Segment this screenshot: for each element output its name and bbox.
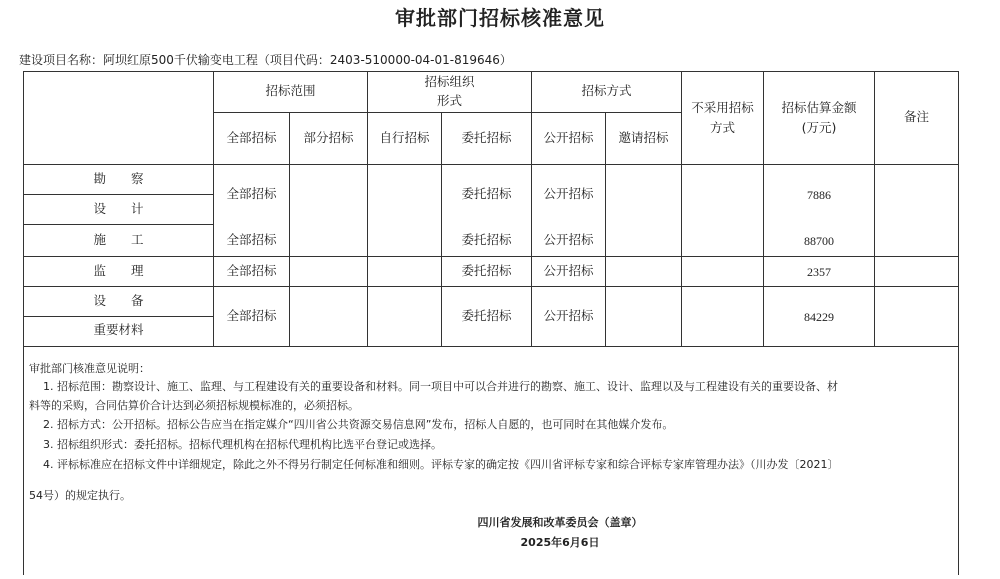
note-line-4-cont: 54号）的规定执行。 [29, 489, 131, 502]
row-line-design [23, 224, 213, 225]
row3-method: 公开招标 [543, 308, 594, 323]
note-line-1: 1. 招标范围：勘察设计、施工、监理、与工程建设有关的重要设备和材料。同一项目中可以合并进行的勘察、施工、设计、监理以及与工程建设有关的重要设备、材 [43, 380, 838, 393]
header-org-entrust: 委托招标 [461, 130, 512, 145]
table-border-top [23, 71, 958, 72]
row-item-construction: 施 工 [93, 232, 144, 247]
row1-method: 公开招标 [543, 232, 594, 247]
header-amount-line1: 招标估算金额 [781, 100, 857, 115]
col-line-1 [213, 71, 214, 347]
row1-scope: 全部招标 [226, 232, 277, 247]
notes-border-left [23, 346, 24, 575]
header-org-line1: 招标组织 [424, 74, 475, 89]
approval-date: 2025年6月6日 [520, 536, 600, 549]
note-line-4: 4. 评标标准应在招标文件中详细规定，除此之外不得另行制定任何标准和细则。评标专家的确定按《四川省评标专家和综合评标专家库管理办法》（川办发〔2021〕 [43, 458, 839, 471]
row3-scope: 全部招标 [226, 308, 277, 323]
row2-org: 委托招标 [461, 263, 512, 278]
header-no-bid-line1: 不采用招标 [691, 100, 754, 115]
row3-amount: 84229 [804, 310, 834, 324]
row0-amount: 7886 [807, 188, 831, 202]
row-line-survey [23, 194, 213, 195]
note-line-2: 2. 招标方式：公开招标。招标公告应当在指定媒介“四川省公共资源交易信息网”发布，招标人自愿的，也可同时在其他媒介发布。 [43, 418, 674, 431]
document-title: 审批部门招标核准意见 [395, 6, 605, 30]
col-line-3 [367, 71, 368, 347]
row-item-survey: 勘 察 [93, 171, 144, 186]
col-line-6 [605, 112, 606, 347]
table-border-bottom [23, 346, 958, 347]
header-method-invite: 邀请招标 [618, 130, 669, 145]
row-item-equipment: 设 备 [93, 293, 144, 308]
notes-heading: 审批部门核准意见说明： [29, 362, 150, 375]
table-border-right [958, 71, 959, 347]
header-remark: 备注 [903, 109, 929, 124]
header-no-bid-line2: 方式 [709, 120, 735, 135]
row0-org: 委托招标 [461, 186, 512, 201]
header-org-self: 自行招标 [379, 130, 430, 145]
row1-amount: 88700 [804, 234, 834, 248]
note-line-3: 3. 招标组织形式：委托招标。招标代理机构在招标代理机构比选平台登记或选择。 [43, 438, 442, 451]
col-line-5 [531, 71, 532, 347]
header-org-line2: 形式 [436, 93, 462, 108]
row-item-design: 设 计 [93, 201, 144, 216]
row-line-equipment [23, 316, 213, 317]
row1-org: 委托招标 [461, 232, 512, 247]
row-line-supervision [23, 286, 958, 287]
row-line-construction [23, 256, 958, 257]
header-scope: 招标范围 [265, 83, 316, 98]
note-line-1-cont: 料等的采购，合同估算价合计达到必须招标规模标准的，必须招标。 [29, 399, 359, 412]
row2-method: 公开招标 [543, 263, 594, 278]
row0-method: 公开招标 [543, 186, 594, 201]
header-method-open: 公开招标 [543, 130, 594, 145]
row3-org: 委托招标 [461, 308, 512, 323]
header-bottom-line [23, 164, 958, 165]
row2-scope: 全部招标 [226, 263, 277, 278]
row0-scope: 全部招标 [226, 186, 277, 201]
signatory: 四川省发展和改革委员会（盖章） [477, 516, 643, 529]
header-amount-line2: (万元) [801, 120, 837, 135]
row-item-supervision: 监 理 [93, 263, 144, 278]
project-name-line: 建设项目名称：阿坝红原500千伏输变电工程（项目代码：2403-510000-04-01-819646） [19, 53, 512, 67]
header-method: 招标方式 [581, 83, 632, 98]
header-mid-line [213, 112, 681, 113]
row2-amount: 2357 [807, 265, 831, 279]
header-scope-all: 全部招标 [226, 130, 277, 145]
col-line-2 [289, 112, 290, 347]
row-item-materials: 重要材料 [93, 322, 144, 337]
header-scope-part: 部分招标 [303, 130, 354, 145]
